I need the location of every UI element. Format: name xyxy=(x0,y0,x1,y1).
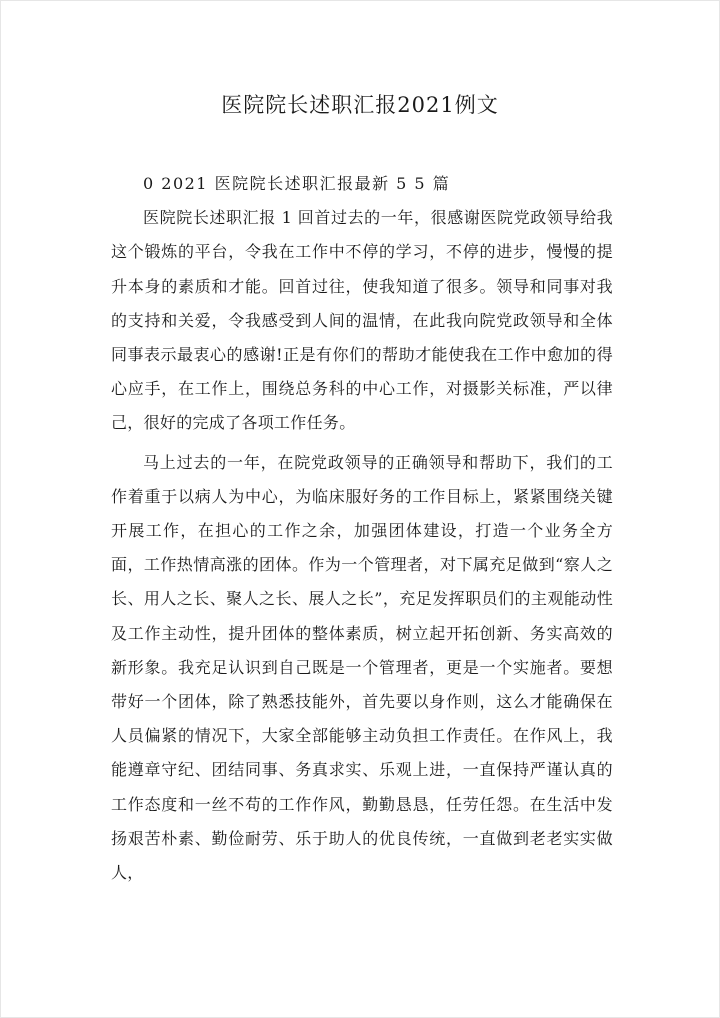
document-title: 医院院长述职汇报2021例文 xyxy=(221,93,499,117)
document-subtitle: 0 2021 医院院长述职汇报最新 5 5 篇 xyxy=(143,174,451,193)
document-body xyxy=(111,167,613,890)
paragraph-2: 马上过去的一年，在院党政领导的正确领导和帮助下，我们的工作着重于以病人为中心，为临床服好务的工作目标上，紧紧围绕关键开展工作，在担心的工作之余，加强团体建设，打造一个业务全方面，工作热情高涨的团体。作为一个管理者，对下属充足做到“察人之长、用人之长、聚人之长、展人之长”，充足发挥职员们的主观能动性及工作主动性，提升团体的整体素质，树立起开拓创新、务实高效的新形象。我充足认识到自己既是一个管理者，更是一个实施者。要想带好一个团体，除了熟悉技能外，首先要以身作则，这么才能确保在人员偏紧的情况下，大家全部能够主动负担工作责任。在作风上，我能遵章守纪、团结同事、务真求实、乐观上进，一直保持严谨认真的工作态度和一丝不苟的工作作风，勤勤恳恳，任劳任怨。在生活中发扬艰苦朴素、勤俭耐劳、乐于助人的优良传统，一直做到老老实实做人， xyxy=(111,452,613,883)
paragraph-1: 医院院长述职汇报 1 回首过去的一年，很感谢医院党政领导给我这个锻炼的平台，令我在工作中不停的学习，不停的进步，慢慢的提升本身的素质和才能。回首过往，使我知道了很多。领导和同事对我的支持和关爱，令我感受到人间的温情，在此我向院党政领导和全体同事表示最衷心的感谢!正是有你们的帮助才能使我在工作中愈加的得心应手，在工作上，围绕总务科的中心工作，对摄影关标准，严以律己，很好的完成了各项工作任务。 xyxy=(111,208,613,433)
